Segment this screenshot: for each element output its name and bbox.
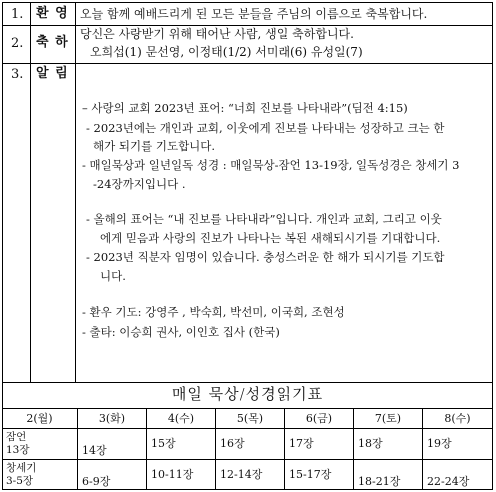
notice-line: - 출타: 이승희 권사, 이인호 집사 (한국) bbox=[82, 325, 280, 339]
schedule-cell: 6-9장 bbox=[82, 475, 111, 488]
day-header: 2(월) bbox=[26, 412, 53, 425]
schedule-cell: 12-14장 bbox=[220, 468, 263, 481]
section-number: 1. bbox=[11, 7, 24, 22]
notice-line: 니다. bbox=[100, 269, 126, 283]
section-heading-celebration: 축 하 bbox=[36, 35, 69, 50]
outer-right-border bbox=[492, 2, 493, 490]
notice-line: – 사랑의 교회 2023년 표어: “너희 진보를 나타내라”(딤전 4:15) bbox=[82, 101, 408, 115]
schedule-cell: 16장 bbox=[220, 437, 245, 450]
row-label: 창세기 bbox=[6, 462, 37, 474]
birthday-names: 오희섭(1) 문선영, 이정태(1/2) 서미래(6) 유성일(7) bbox=[90, 45, 363, 59]
row-label: 13장 bbox=[6, 444, 30, 456]
notice-line: - 환우 기도: 강영주 , 박숙희, 박선미, 이국희, 조현성 bbox=[82, 305, 345, 319]
notice-line: - 매일묵상과 일년일독 성경 : 매일묵상-잠언 13-19장, 일독성경은 창세기 3 bbox=[82, 158, 460, 172]
notice-line: 에게 믿음과 사랑의 진보가 나타나는 복된 새해되시기를 기대합니다. bbox=[100, 231, 441, 245]
day-header: 3(화) bbox=[98, 412, 126, 425]
day-header: 5(목) bbox=[236, 412, 264, 425]
welcome-text: 오늘 함께 예배드리게 된 모든 분들을 주님의 이름으로 축복합니다. bbox=[80, 7, 428, 21]
section-number: 2. bbox=[11, 36, 24, 51]
day-header: 4(수) bbox=[167, 412, 195, 425]
num-col-divider bbox=[30, 2, 31, 382]
schedule-cell: 19장 bbox=[427, 437, 452, 450]
notice-line: -24장까지입니다 . bbox=[93, 177, 186, 191]
schedule-days-divider bbox=[2, 428, 493, 429]
row-label: 3-5장 bbox=[6, 475, 34, 487]
schedule-title-divider bbox=[2, 408, 493, 409]
section-heading-notices: 알 림 bbox=[36, 66, 69, 81]
schedule-cell: 14장 bbox=[82, 444, 107, 457]
schedule-cell: 17장 bbox=[289, 437, 314, 450]
row2-divider bbox=[2, 63, 493, 64]
schedule-cell: 18-21장 bbox=[358, 475, 401, 488]
section-number: 3. bbox=[11, 67, 24, 82]
row1-divider bbox=[2, 25, 493, 26]
notice-line: 해가 되기를 기도합니다. bbox=[93, 139, 216, 153]
schedule-cell: 22-24장 bbox=[427, 475, 470, 488]
schedule-title: 매일 묵상/성경읽기표 bbox=[171, 385, 324, 403]
day-header: 7(토) bbox=[374, 412, 402, 425]
notice-line: - 2023년에는 개인과 교회, 이웃에게 진보를 나타내는 성장하고 크는 한 bbox=[86, 121, 445, 135]
day-header: 6(금) bbox=[305, 412, 333, 425]
section-heading-welcome: 환 영 bbox=[36, 6, 69, 21]
head-col-divider bbox=[75, 2, 76, 382]
schedule-cell: 18장 bbox=[358, 437, 383, 450]
schedule-cell: 15-17장 bbox=[289, 468, 332, 481]
celebration-text: 당신은 사랑받기 위해 태어난 사람, 생일 축하합니다. bbox=[80, 27, 354, 41]
row-label: 잠언 bbox=[6, 431, 27, 443]
day-header: 8(수) bbox=[444, 412, 471, 425]
schedule-cell: 15장 bbox=[151, 437, 176, 450]
notice-bottom-divider bbox=[2, 382, 493, 383]
schedule-cell: 10-11장 bbox=[151, 468, 194, 481]
notice-line: - 올해의 표어는 “내 진보를 나타내라”입니다. 개인과 교회, 그리고 이웃 bbox=[86, 212, 442, 226]
notice-line: - 2023년 직분자 임명이 있습니다. 충성스러운 한 해가 되시기를 기도합 bbox=[86, 250, 445, 264]
schedule-row-divider bbox=[2, 459, 493, 460]
outer-bottom-border bbox=[2, 489, 493, 490]
